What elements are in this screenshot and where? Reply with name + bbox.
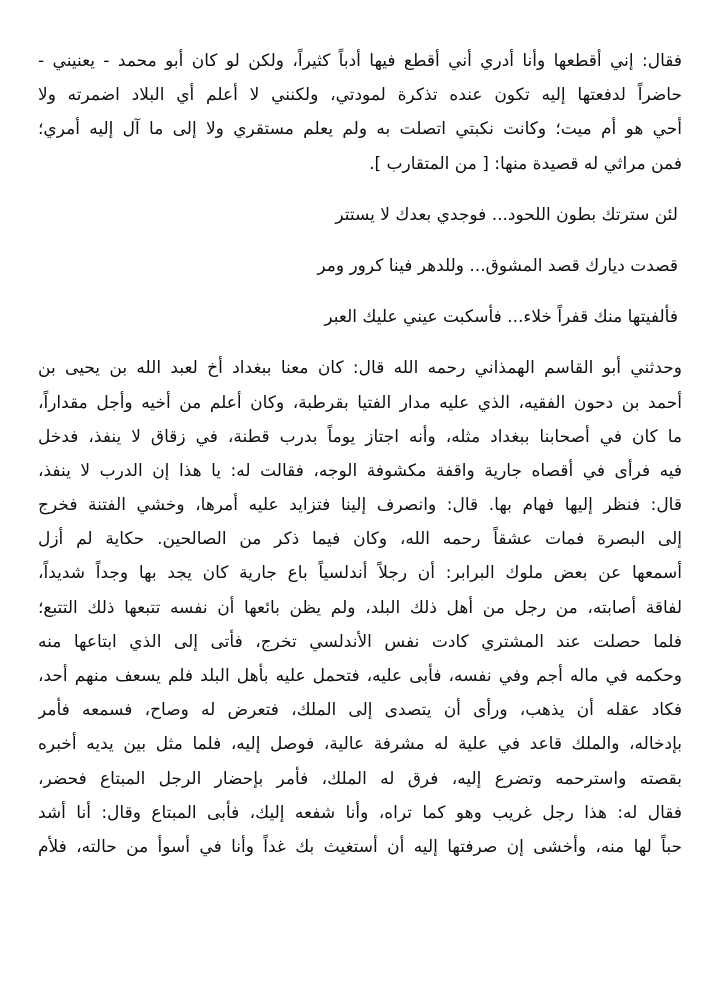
spacer — [38, 181, 682, 198]
text-line: فكاد عقله أن يذهب، ورأى أن يتصدى إلى الملك، فتعرض له وصاح، فسمعه فأمر — [38, 700, 682, 721]
spacer — [38, 283, 682, 300]
text-line: أسمعها عن بعض ملوك البرابر: أن رجلاً أندلسياً باع جارية كان يجد بها وجداً شديداً، — [38, 563, 682, 584]
text-line: ما كان في أصحابنا ببغداد مثله، وأنه اجتاز يوماً بدرب قطنة، في زقاق لا ينفذ، فدخل — [38, 426, 682, 447]
verse-line: قصدت ديارك قصد المشوق... وللدهر فينا كرور ومر — [317, 255, 678, 276]
text-line: فلما حصلت عند المشتري كادت نفس الأندلسي تخرج، فأتى إلى الذي ابتاعها منه — [38, 631, 682, 652]
text-line: بقصته واسترحمه وتضرع إليه، فرق له الملك، فأمر بإحضار الرجل المبتاع فحضر، — [38, 768, 682, 789]
text-line: وحدثني أبو القاسم الهمذاني رحمه الله قال: كان معنا ببغداد أخ لعبد الله بن يحيى بن — [38, 358, 682, 379]
text-line: وحكمه في ماله أجم وفي نفسه، فأبى عليه، فتحمل عليه بأهل البلد فلم يسعف منهم أحد، — [38, 666, 682, 686]
verse-line: فألفيتها منك قفراً خلاء... فأسكبت عيني عليك العبر — [324, 307, 678, 328]
text-line: قال: فنظر إليها فهام بها. قال: وانصرف إلينا فتزايد عليه أمرها، وخشي الفتنة فخرج — [38, 495, 682, 516]
text-line: فمن مراثي له قصيدة منها: [ من المتقارب ]. — [369, 153, 682, 174]
paragraph-1 — [38, 44, 682, 181]
verse-line: لئن سترتك بطون اللحود... فوجدي بعدك لا يستتر — [335, 204, 678, 225]
spacer — [38, 334, 682, 351]
text-line: حاضراً لدفعتها إليه تكون عنده تذكرة لمودتي، ولكنني لا أعلم أي البلاد اضمرته ولا — [38, 85, 682, 106]
text-line: فقال له: هذا رجل غريب وهو كما تراه، وأنا شفعه إليك، فأبى المبتاع وقال: أنا أشد — [38, 802, 682, 823]
text-line: لفاقة أصابته، من رجل من أهل ذلك البلد، ولم يظن بائعها أن نفسه تتبعها ذلك التتبع؛ — [38, 597, 682, 618]
text-line: إلى البصرة فمات عشقاً رحمه الله، وكان فيما ذكر من الصالحين. حكاية لم أزل — [38, 529, 682, 550]
text-line: فقال: إني أقطعها وأنا أدري أني أقطع فيها أدباً كثيراً، ولكن لو كان أبو محمد - يعنيني - — [38, 51, 682, 71]
poem-verses — [38, 198, 682, 335]
text-line: فيه فرأى في أقصاه جارية واقفة مكشوفة الوجه، فقالت له: يا هذا إن الدرب لا ينفذ، — [38, 460, 682, 481]
text-line: أحمد بن دحون الفقيه، الذي عليه مدار الفتيا بقرطبة، وكان أعلم من أخيه وأجل مقداراً، — [38, 392, 682, 413]
text-line: بإدخاله، والملك قاعد في علية له مشرفة عالية، فوصل إليه، فلما مثل بين يديه أخبره — [38, 734, 682, 755]
spacer — [38, 232, 682, 249]
paragraph-2 — [38, 351, 682, 864]
text-line: حباً لها منه، وأخشى إن صرفتها إليه أن أستغيث بك غداً وأنا في أسوأ من حالته، فلأم — [38, 836, 682, 857]
text-line: أحي هو أم ميت؛ وكانت نكبتي اتصلت به ولم يعلم مستقري ولا إلى ما آل إليه أمري؛ — [38, 119, 682, 140]
